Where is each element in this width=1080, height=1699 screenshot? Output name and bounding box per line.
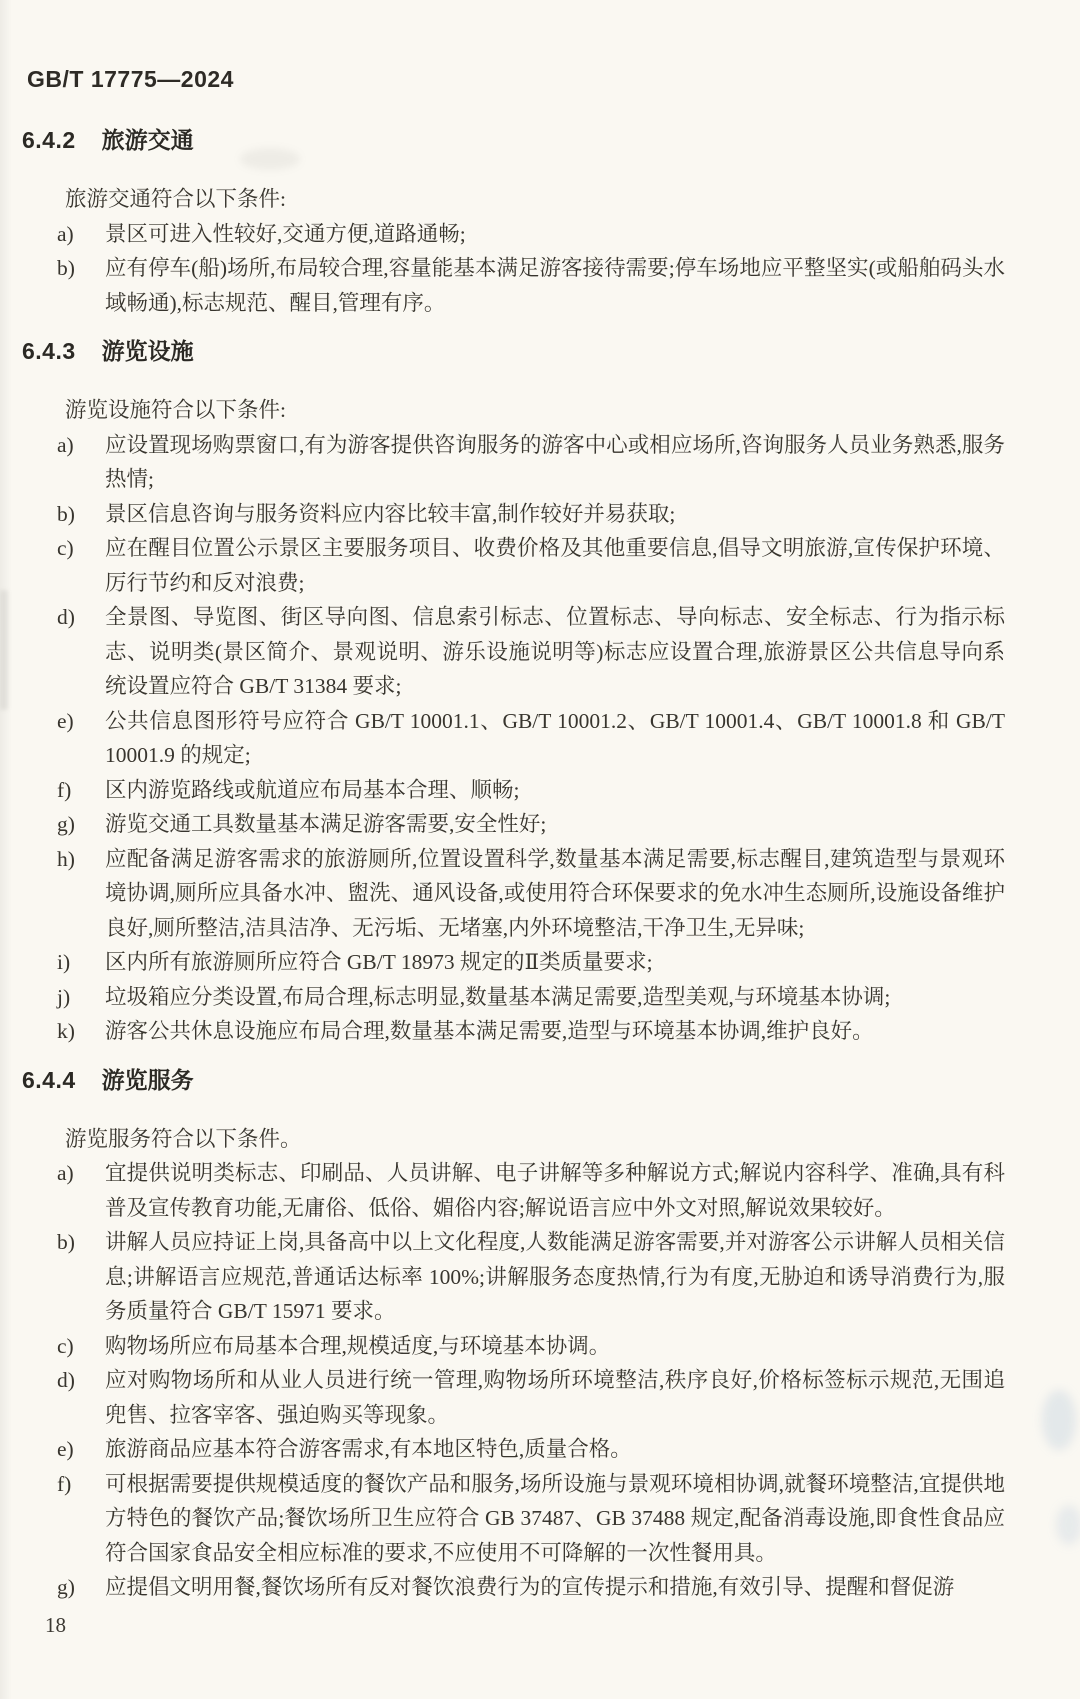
item-text: 应有停车(船)场所,布局较合理,容量能基本满足游客接待需要;停车场地应平整坚实(或船舶码头水域畅通),标志规范、醒目,管理有序。 [105,256,1005,315]
list-item [57,251,1005,320]
list-item [57,842,1005,946]
item-text: 可根据需要提供规模适度的餐饮产品和服务,场所设施与景观环境相协调,就餐环境整洁,宜提供地方特色的餐饮产品;餐饮场所卫生应符合 GB 37487、GB 37488 规定,配备消毒设施,即食性食品应符合国家食品安全相应标准的要求,不应使用不可降解的一次性餐用具。 [105,1471,1005,1565]
item-text: 应对购物场所和从业人员进行统一管理,购物场所环境整洁,秩序良好,价格标签标示规范,无围追兜售、拉客宰客、强迫购买等现象。 [105,1368,1005,1427]
item-text: 景区可进入性较好,交通方便,道路通畅; [105,221,466,246]
section-intro: 旅游交通符合以下条件: [65,187,286,211]
item-text: 应提倡文明用餐,餐饮场所有反对餐饮浪费行为的宣传提示和措施,有效引导、提醒和督促游 [105,1575,955,1599]
item-marker: a) [57,221,74,246]
section-heading [22,122,1005,158]
list-item [57,1570,1005,1605]
list-item [57,217,1005,252]
list-item [57,497,1005,532]
page-number: 18 [45,1613,66,1637]
list-item [57,531,1005,600]
item-text: 公共信息图形符号应符合 GB/T 10001.1、GB/T 10001.2、GB/T 10001.4、GB/T 10001.8 和 GB/T 10001.9 的规定; [105,708,1005,767]
item-marker: i) [57,950,71,974]
item-marker: f) [57,1471,72,1496]
item-marker: e) [57,708,74,733]
item-text: 讲解人员应持证上岗,具备高中以上文化程度,人数能满足游客需要,并对游客公示讲解人员相关信息;讲解语言应规范,普通话达标率 100%;讲解服务态度热情,行为有度,无胁迫和诱导消费行为,服务质量符合 GB/T 15971 要求。 [105,1230,1005,1323]
section-number: 6.4.4 [22,1066,76,1093]
item-text: 应设置现场购票窗口,有为游客提供咨询服务的游客中心或相应场所,咨询服务人员业务熟悉,服务热情; [105,432,1005,491]
list-item [57,1156,1005,1225]
item-marker: b) [57,1230,75,1254]
item-marker: a) [57,432,74,457]
list-item [57,1225,1005,1329]
list-item [57,1467,1005,1571]
list-item [57,807,1005,842]
item-text: 购物场所应布局基本合理,规模适度,与环境基本协调。 [105,1333,611,1358]
item-marker: h) [57,846,75,871]
item-text: 垃圾箱应分类设置,布局合理,标志明显,数量基本满足需要,造型美观,与环境基本协调; [105,984,891,1009]
list-item [57,600,1005,704]
standard-number: GB/T 17775—2024 [27,66,234,92]
section-heading [22,1062,1005,1098]
section-title: 游览服务 [101,1066,194,1093]
section-title: 游览设施 [101,338,194,364]
item-marker: b) [57,256,75,280]
section-intro: 游览服务符合以下条件。 [65,1126,302,1151]
item-text: 游览交通工具数量基本满足游客需要,安全性好; [105,812,547,836]
section-number: 6.4.2 [22,127,76,153]
item-text: 游客公共休息设施应布局合理,数量基本满足需要,造型与环境基本协调,维护良好。 [105,1019,874,1043]
list-item [57,1329,1005,1364]
item-marker: d) [57,605,75,629]
item-marker: f) [57,777,72,802]
list-item [57,428,1005,497]
section-number: 6.4.3 [22,338,76,364]
item-text: 区内游览路线或航道应布局基本合理、顺畅; [105,777,520,802]
item-text: 应配备满足游客需求的旅游厕所,位置设置科学,数量基本满足需要,标志醒目,建筑造型与景观环境协调,厕所应具备水冲、盥洗、通风设备,或使用符合环保要求的免水冲生态厕所,设施设备维护良好,厕所整洁,洁具洁净、无污垢、无堵塞,内外环境整洁,干净卫生,无异味; [105,846,1005,940]
item-marker: b) [57,501,75,526]
item-text: 旅游商品应基本符合游客需求,有本地区特色,质量合格。 [105,1437,632,1461]
item-marker: e) [57,1437,74,1461]
section-title: 旅游交通 [101,127,194,153]
item-marker: g) [57,812,75,836]
section-heading [22,333,1005,369]
list-item [57,1432,1005,1467]
list-item [57,773,1005,808]
item-marker: c) [57,536,74,560]
item-marker: k) [57,1019,75,1043]
list-item [57,980,1005,1015]
item-marker: j) [57,984,71,1009]
item-marker: d) [57,1368,75,1392]
item-text: 应在醒目位置公示景区主要服务项目、收费价格及其他重要信息,倡导文明旅游,宣传保护环境、厉行节约和反对浪费; [105,536,1005,595]
item-text: 宜提供说明类标志、印刷品、人员讲解、电子讲解等多种解说方式;解说内容科学、准确,具有科普及宣传教育功能,无庸俗、低俗、媚俗内容;解说语言应中外文对照,解说效果较好。 [105,1161,1005,1220]
item-text: 景区信息咨询与服务资料应内容比较丰富,制作较好并易获取; [105,501,676,526]
item-text: 全景图、导览图、街区导向图、信息索引标志、位置标志、导向标志、安全标志、行为指示标志、说明类(景区简介、景观说明、游乐设施说明等)标志应设置合理,旅游景区公共信息导向系统设置应符合 GB/T 31384 要求; [105,605,1005,698]
list-item [57,945,1005,980]
sections-container [22,122,1005,1605]
section-intro: 游览设施符合以下条件: [65,398,286,422]
item-marker: c) [57,1333,74,1358]
list-item [57,704,1005,773]
list-item [57,1014,1005,1049]
item-marker: g) [57,1575,75,1599]
item-text: 区内所有旅游厕所应符合 GB/T 18973 规定的Ⅱ类质量要求; [105,950,653,974]
list-item [57,1363,1005,1432]
item-marker: a) [57,1161,74,1185]
